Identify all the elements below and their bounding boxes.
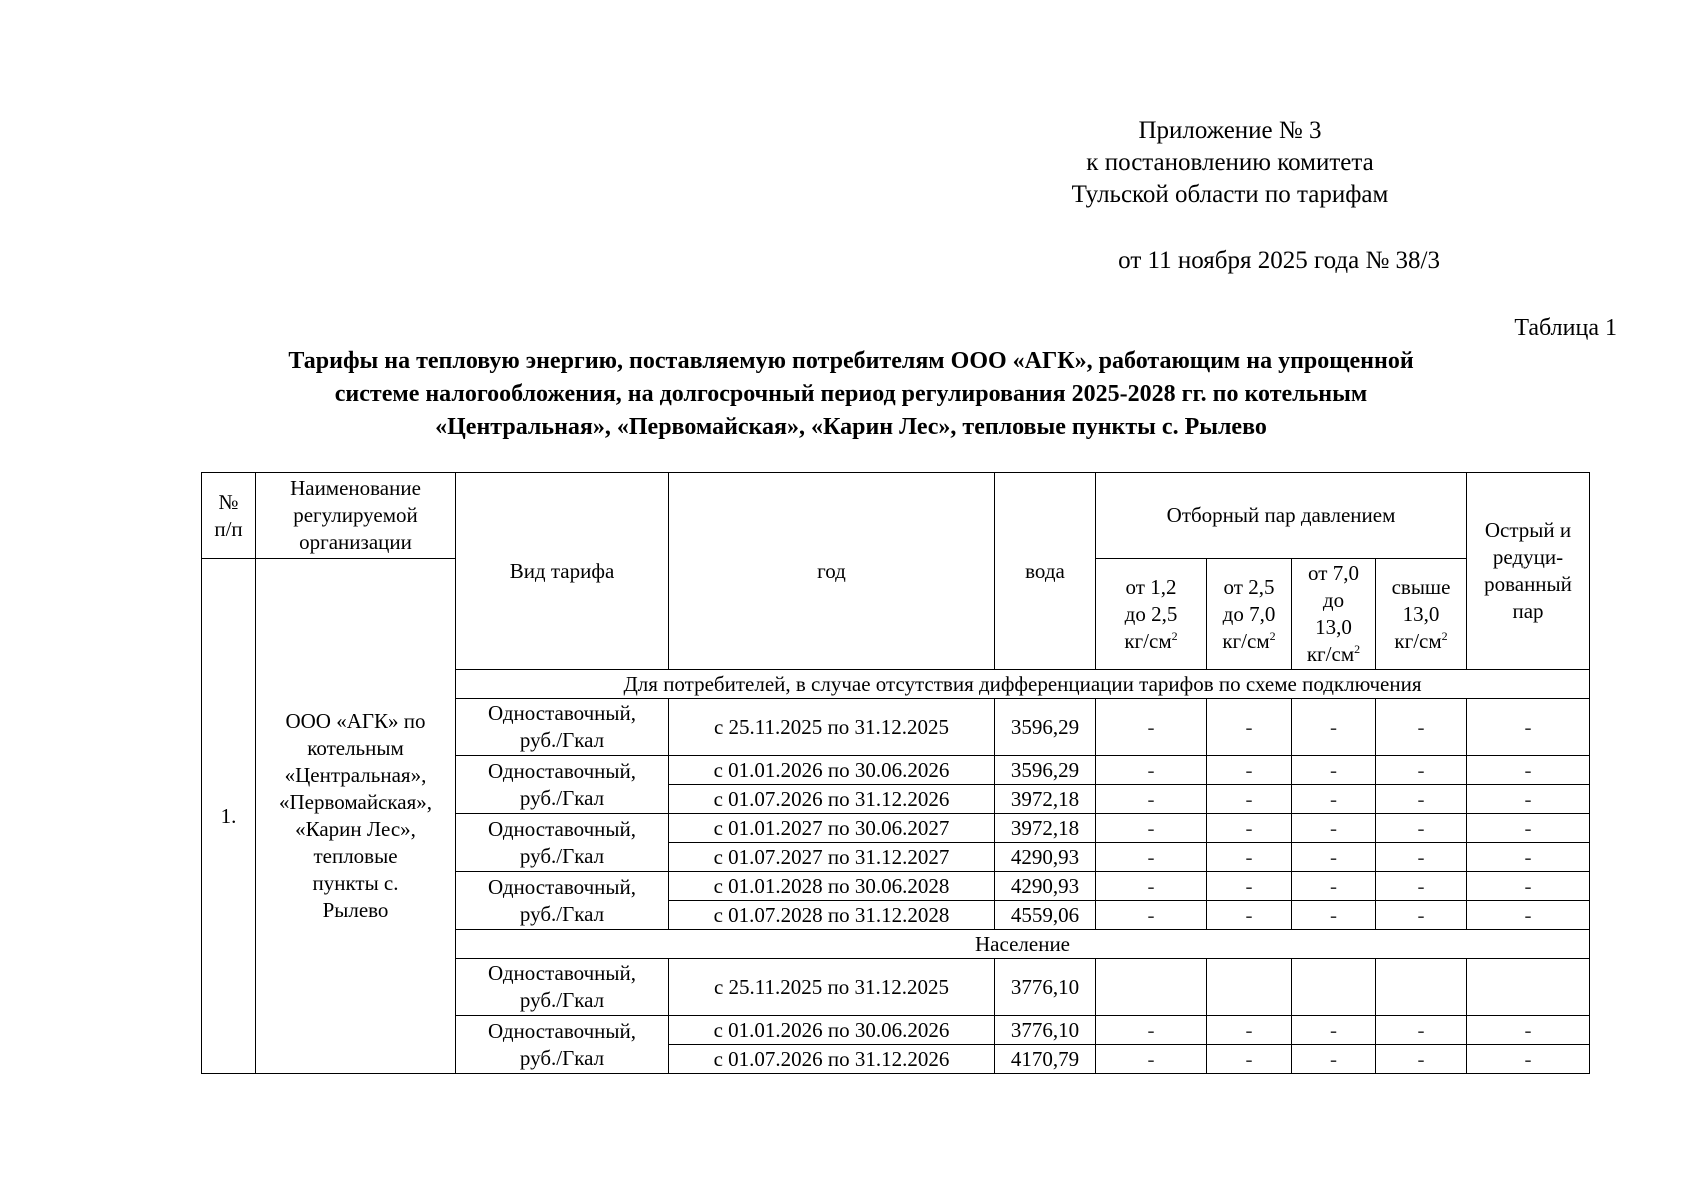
dash-cell: -	[1376, 901, 1467, 930]
dash-cell: -	[1096, 699, 1207, 756]
tariff-type-line: Одноставочный,	[487, 961, 637, 985]
water-cell: 4290,93	[995, 843, 1096, 872]
water-cell: 4170,79	[995, 1045, 1096, 1074]
dash-cell: -	[1207, 814, 1292, 843]
unit-sup: 2	[1441, 628, 1448, 643]
dash-cell: -	[1467, 1016, 1590, 1045]
dash-cell: -	[1207, 843, 1292, 872]
tariff-type-line: Одноставочный,	[487, 874, 637, 899]
unit-sup: 2	[1354, 642, 1361, 656]
dash-cell: -	[1292, 1016, 1376, 1045]
dash-cell: -	[1376, 843, 1467, 872]
org-line: «Карин Лес»,	[295, 817, 416, 841]
dash-cell: -	[1376, 756, 1467, 785]
org-line: тепловые	[313, 844, 398, 868]
dash-cell: -	[1096, 843, 1207, 872]
dash-cell: -	[1207, 872, 1292, 901]
pressure-line: до 2,5	[1124, 601, 1178, 626]
header-sharp-steam	[1467, 473, 1590, 670]
header-org-line: организации	[299, 530, 412, 554]
tariff-type-cell	[456, 872, 669, 930]
water-cell: 3776,10	[995, 1016, 1096, 1045]
water-cell: 4559,06	[995, 901, 1096, 930]
pressure-line: до 7,0	[1222, 601, 1276, 626]
empty-cell	[1207, 959, 1292, 1016]
period-cell: с 01.01.2026 по 30.06.2026	[669, 1016, 995, 1045]
dash-cell: -	[1467, 843, 1590, 872]
org-line: котельным	[307, 736, 404, 760]
row-number: 1.	[202, 559, 256, 1074]
pressure-line: 13,0	[1402, 601, 1440, 626]
unit-sup: 2	[1269, 628, 1276, 643]
org-line: ООО «АГК» по	[285, 709, 426, 733]
section-population: Население	[456, 930, 1590, 959]
tariff-type-line: Одноставочный,	[487, 701, 637, 725]
dash-cell: -	[1376, 814, 1467, 843]
header-pressure-2	[1207, 559, 1292, 670]
appendix-committee: Тульской области по тарифам	[1071, 181, 1389, 208]
tariff-type-line: Одноставочный,	[487, 1018, 637, 1043]
tariff-type-cell	[456, 699, 669, 756]
tariff-type-line: руб./Гкал	[519, 843, 605, 868]
header-year: год	[669, 473, 995, 670]
header-org	[256, 473, 456, 559]
header-pressure-3	[1292, 559, 1376, 670]
dash-cell: -	[1467, 1045, 1590, 1074]
tariff-type-line: руб./Гкал	[519, 988, 605, 1012]
dash-cell: -	[1292, 1045, 1376, 1074]
pressure-line: от 7,0	[1308, 561, 1359, 585]
unit-sup: 2	[1171, 628, 1178, 643]
header-org-line: регулируемой	[293, 503, 418, 527]
dash-cell: -	[1467, 699, 1590, 756]
dash-cell: -	[1467, 814, 1590, 843]
header-num-line: №	[218, 489, 239, 514]
header-water: вода	[995, 473, 1096, 670]
header-steam-group: Отборный пар давлением	[1096, 473, 1467, 559]
tariff-type-cell	[456, 959, 669, 1016]
dash-cell: -	[1096, 901, 1207, 930]
pressure-line: до	[1322, 588, 1345, 612]
dash-cell: -	[1292, 843, 1376, 872]
tariff-type-line: Одноставочный,	[487, 816, 637, 841]
dash-cell: -	[1096, 814, 1207, 843]
water-cell: 4290,93	[995, 872, 1096, 901]
tariff-type-line: руб./Гкал	[519, 728, 605, 752]
dash-cell: -	[1096, 785, 1207, 814]
pressure-unit	[1296, 641, 1371, 668]
dash-cell: -	[1467, 785, 1590, 814]
header-sharp-line: Острый и	[1484, 518, 1572, 542]
dash-cell: -	[1292, 756, 1376, 785]
period-cell: с 01.01.2026 по 30.06.2026	[669, 756, 995, 785]
tariff-type-cell	[456, 1016, 669, 1074]
section-consumers: Для потребителей, в случае отсутствия дифференциации тарифов по схеме подключения	[456, 670, 1590, 699]
water-cell: 3972,18	[995, 785, 1096, 814]
unit-text: кг/см	[1222, 628, 1270, 653]
header-tariff-type: Вид тарифа	[456, 473, 669, 670]
tariff-type-cell	[456, 756, 669, 814]
pressure-unit	[1100, 628, 1202, 655]
empty-cell	[1467, 959, 1590, 1016]
dash-cell: -	[1376, 785, 1467, 814]
dash-cell: -	[1467, 872, 1590, 901]
org-line: Рылево	[322, 898, 389, 922]
water-cell: 3776,10	[995, 959, 1096, 1016]
water-cell: 3972,18	[995, 814, 1096, 843]
header-row-1	[202, 473, 1590, 559]
appendix-block	[1020, 115, 1440, 211]
header-sharp-line: пар	[1512, 599, 1544, 623]
period-cell: с 01.07.2026 по 31.12.2026	[669, 1045, 995, 1074]
dash-cell: -	[1376, 699, 1467, 756]
pressure-line: от 1,2	[1125, 574, 1177, 599]
dash-cell: -	[1096, 1016, 1207, 1045]
table-label: Таблица 1	[1514, 315, 1617, 341]
water-cell: 3596,29	[995, 699, 1096, 756]
dash-cell: -	[1467, 756, 1590, 785]
tariff-type-line: руб./Гкал	[519, 785, 605, 810]
dash-cell: -	[1207, 756, 1292, 785]
document-title	[170, 345, 1532, 444]
header-num-line: п/п	[214, 516, 243, 541]
dash-cell: -	[1292, 872, 1376, 901]
period-cell: с 01.07.2028 по 31.12.2028	[669, 901, 995, 930]
dash-cell: -	[1292, 901, 1376, 930]
header-pressure-1	[1096, 559, 1207, 670]
org-line: «Центральная»,	[284, 763, 427, 787]
water-cell: 3596,29	[995, 756, 1096, 785]
dash-cell: -	[1292, 699, 1376, 756]
empty-cell	[1096, 959, 1207, 1016]
dash-cell: -	[1207, 785, 1292, 814]
dash-cell: -	[1096, 1045, 1207, 1074]
dash-cell: -	[1096, 872, 1207, 901]
dash-cell: -	[1207, 1016, 1292, 1045]
period-cell: с 25.11.2025 по 31.12.2025	[669, 959, 995, 1016]
dash-cell: -	[1207, 1045, 1292, 1074]
org-line: пункты с.	[312, 871, 399, 895]
dash-cell: -	[1467, 901, 1590, 930]
org-name	[256, 559, 456, 1074]
dash-cell: -	[1207, 901, 1292, 930]
header-sharp-line: редуци-	[1492, 545, 1564, 569]
pressure-line: 13,0	[1315, 615, 1352, 639]
pressure-unit	[1380, 628, 1462, 655]
tariff-type-line: руб./Гкал	[519, 901, 605, 926]
unit-text: кг/см	[1124, 628, 1172, 653]
pressure-unit	[1211, 628, 1287, 655]
empty-cell	[1292, 959, 1376, 1016]
pressure-line: от 2,5	[1223, 574, 1275, 599]
unit-text: кг/см	[1306, 642, 1355, 666]
dash-cell: -	[1376, 1045, 1467, 1074]
header-pressure-4	[1376, 559, 1467, 670]
tariff-table	[201, 472, 1590, 1074]
period-cell: с 01.07.2026 по 31.12.2026	[669, 785, 995, 814]
period-cell: с 01.01.2027 по 30.06.2027	[669, 814, 995, 843]
header-org-line: Наименование	[290, 476, 421, 500]
dash-cell: -	[1376, 1016, 1467, 1045]
tariff-type-line: Одноставочный,	[487, 758, 637, 783]
header-sharp-line: рованный	[1484, 572, 1572, 596]
header-num	[202, 473, 256, 559]
period-cell: с 25.11.2025 по 31.12.2025	[669, 699, 995, 756]
decree-date: от 11 ноября 2025 года № 38/3	[1118, 247, 1440, 274]
org-line: «Первомайская»,	[279, 790, 432, 814]
tariff-type-cell	[456, 814, 669, 872]
title-line-2: системе налогообложения, на долгосрочный период регулирования 2025-2028 гг. по котельным	[334, 381, 1368, 407]
appendix-to-decree: к постановлению комитета	[1086, 149, 1374, 176]
appendix-title: Приложение № 3	[1138, 117, 1322, 144]
dash-cell: -	[1376, 872, 1467, 901]
title-line-1: Тарифы на тепловую энергию, поставляемую потребителям ООО «АГК», работающим на упрощенной	[288, 348, 1414, 374]
title-line-3: «Центральная», «Первомайская», «Карин Лес», тепловые пункты с. Рылево	[435, 414, 1267, 440]
period-cell: с 01.07.2027 по 31.12.2027	[669, 843, 995, 872]
dash-cell: -	[1292, 785, 1376, 814]
pressure-line: свыше	[1391, 574, 1451, 599]
dash-cell: -	[1292, 814, 1376, 843]
empty-cell	[1376, 959, 1467, 1016]
dash-cell: -	[1096, 756, 1207, 785]
tariff-type-line: руб./Гкал	[519, 1045, 605, 1070]
dash-cell: -	[1207, 699, 1292, 756]
period-cell: с 01.01.2028 по 30.06.2028	[669, 872, 995, 901]
unit-text: кг/см	[1394, 628, 1442, 653]
